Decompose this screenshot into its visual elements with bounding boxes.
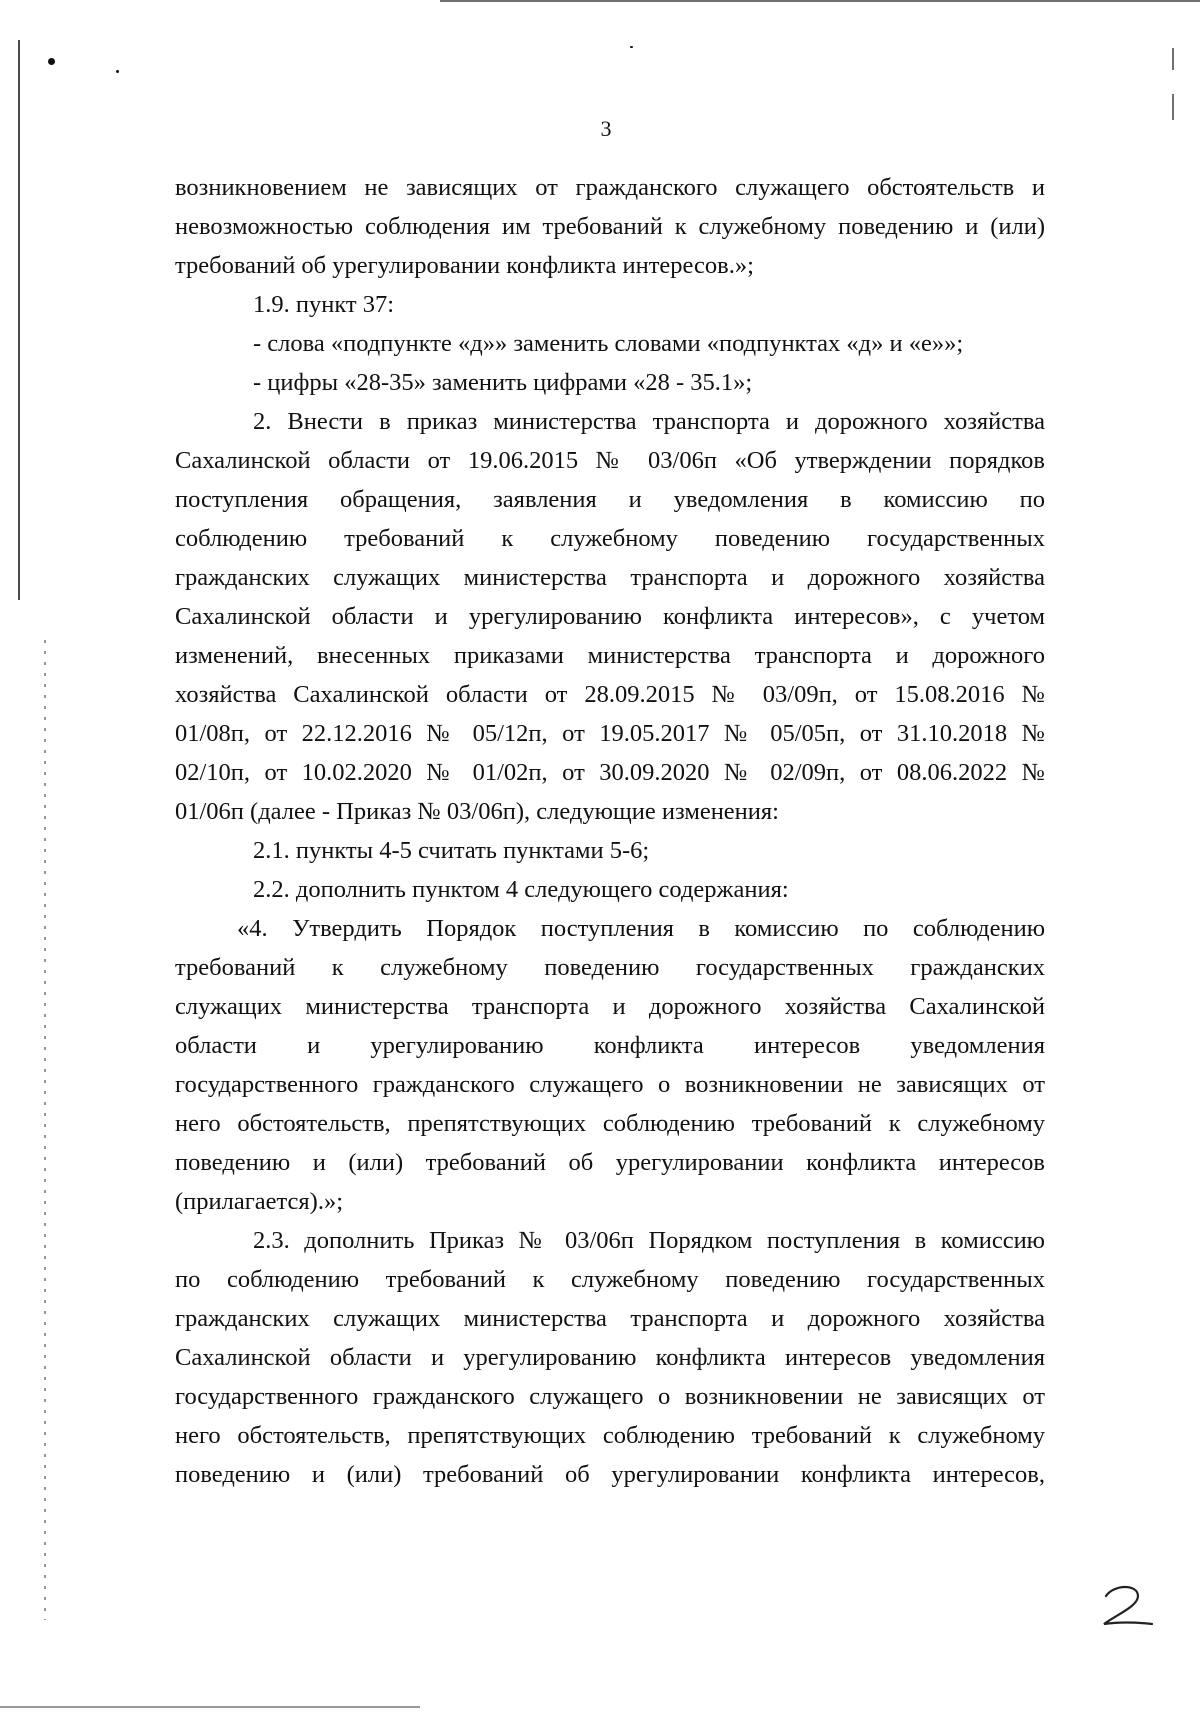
text-line: 2.2. дополнить пунктом 4 следующего содержания: [253, 876, 789, 903]
text-line: соблюдению требований к служебному поведению государственных [175, 525, 1045, 552]
text-line: гражданских служащих министерства транспорта и дорожного хозяйства [175, 564, 1045, 591]
text-line: поведению и (или) требований об урегулировании конфликта интересов, [175, 1461, 1045, 1488]
text-line: 01/08п, от 22.12.2016 № 05/12п, от 19.05.2017 № 05/05п, от 31.10.2018 № [175, 720, 1045, 747]
scan-speck [116, 70, 119, 73]
text-line: 1.9. пункт 37: [253, 291, 395, 318]
scan-border-left [18, 40, 20, 600]
document-body [175, 168, 1045, 1494]
text-line: 2. Внести в приказ министерства транспорта и дорожного хозяйства [253, 408, 1045, 435]
text-line: возникновением не зависящих от гражданского служащего обстоятельств и [175, 174, 1045, 201]
scan-border-bottom [0, 1706, 420, 1708]
scan-speck [48, 58, 55, 65]
scan-speck [630, 46, 633, 48]
text-line: «4. Утвердить Порядок поступления в комиссию по соблюдению [237, 915, 1045, 942]
text-line: гражданских служащих министерства транспорта и дорожного хозяйства [175, 1305, 1045, 1332]
text-line: него обстоятельств, препятствующих соблюдению требований к служебному [175, 1110, 1045, 1137]
text-line: него обстоятельств, препятствующих соблюдению требований к служебному [175, 1422, 1045, 1449]
text-line: - цифры «28-35» заменить цифрами «28 - 35.1»; [253, 369, 753, 396]
text-line: 2.1. пункты 4-5 считать пунктами 5-6; [253, 837, 650, 864]
text-line: государственного гражданского служащего о возникновении не зависящих от [175, 1071, 1045, 1098]
scan-dotted-edge [44, 640, 46, 1620]
text-line: Сахалинской области от 19.06.2015 № 03/06п «Об утверждении порядков [175, 447, 1045, 474]
page-number: 3 [600, 116, 612, 141]
scan-border-top [440, 0, 1200, 2]
handwritten-page-mark [1098, 1582, 1158, 1632]
text-line: служащих министерства транспорта и дорожного хозяйства Сахалинской [175, 993, 1045, 1020]
scan-mark-right [1172, 48, 1174, 70]
text-line: требований об урегулировании конфликта интересов.»; [175, 252, 754, 279]
text-line: требований к служебному поведению государственных гражданских [175, 954, 1045, 981]
text-line: поведению и (или) требований об урегулировании конфликта интересов [175, 1149, 1045, 1176]
text-line: 2.3. дополнить Приказ № 03/06п Порядком поступления в комиссию [253, 1227, 1045, 1254]
text-line: хозяйства Сахалинской области от 28.09.2015 № 03/09п, от 15.08.2016 № [175, 681, 1045, 708]
text-line: изменений, внесенных приказами министерства транспорта и дорожного [175, 642, 1045, 669]
scan-mark-right [1172, 94, 1174, 120]
text-line: области и урегулированию конфликта интересов уведомления [175, 1032, 1045, 1059]
text-line: - слова «подпункте «д»» заменить словами «подпунктах «д» и «е»»; [253, 330, 964, 357]
text-line: (прилагается).»; [175, 1188, 344, 1215]
text-line: по соблюдению требований к служебному поведению государственных [175, 1266, 1045, 1293]
text-line: Сахалинской области и урегулированию конфликта интересов уведомления [175, 1344, 1045, 1371]
text-line: невозможностью соблюдения им требований к служебному поведению и (или) [175, 213, 1045, 240]
text-line: Сахалинской области и урегулированию конфликта интересов», с учетом [175, 603, 1045, 630]
text-line: 01/06п (далее - Приказ № 03/06п), следующие изменения: [175, 798, 779, 825]
text-line: государственного гражданского служащего о возникновении не зависящих от [175, 1383, 1045, 1410]
text-line: поступления обращения, заявления и уведомления в комиссию по [175, 486, 1045, 513]
text-line: 02/10п, от 10.02.2020 № 01/02п, от 30.09.2020 № 02/09п, от 08.06.2022 № [175, 759, 1045, 786]
